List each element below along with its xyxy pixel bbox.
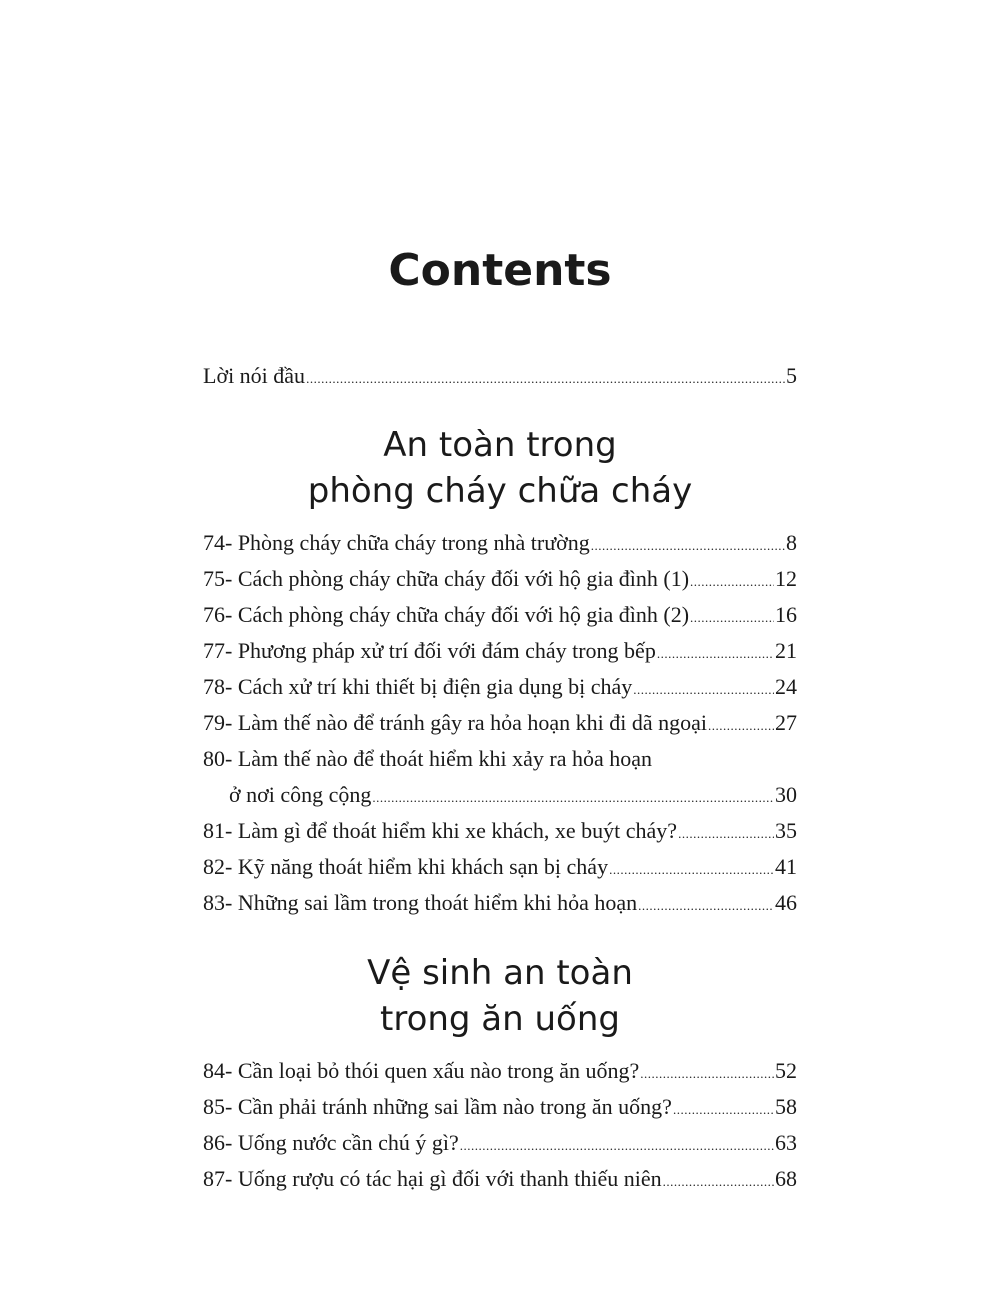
entry-label: 77- Phương pháp xử trí đối với đám cháy trong bếp (203, 638, 656, 663)
entry-page: 8 (786, 530, 797, 555)
dot-leader (708, 710, 774, 739)
entry-label: 78- Cách xử trí khi thiết bị điện gia dụng bị cháy (203, 674, 633, 699)
toc-entry[interactable] (203, 1166, 797, 1195)
dot-leader (633, 674, 774, 703)
entry-page: 52 (775, 1058, 797, 1083)
entry-label: 83- Những sai lầm trong thoát hiểm khi hỏa hoạn (203, 890, 638, 915)
entry-page: 58 (775, 1094, 797, 1119)
heading-line: trong ăn uống (380, 999, 620, 1039)
entry-label: 76- Cách phòng cháy chữa cháy đối với hộ gia đình (2) (203, 602, 690, 627)
dot-leader (690, 566, 774, 595)
toc-entry-continuation[interactable] (229, 782, 797, 811)
toc-entry[interactable] (203, 818, 797, 847)
entry-label: Lời nói đầu (203, 363, 306, 388)
entry-label: 82- Kỹ năng thoát hiểm khi khách sạn bị cháy (203, 854, 609, 879)
dot-leader (673, 1094, 774, 1123)
toc-entry[interactable] (203, 638, 797, 667)
page-title: Contents (388, 245, 612, 296)
toc-entry[interactable] (203, 674, 797, 703)
dot-leader (678, 818, 774, 847)
entry-label: 75- Cách phòng cháy chữa cháy đối với hộ gia đình (1) (203, 566, 690, 591)
entry-label: 79- Làm thế nào để tránh gây ra hỏa hoạn khi đi dã ngoại (203, 710, 708, 735)
dot-leader (306, 363, 785, 392)
dot-leader (372, 782, 774, 811)
toc-entry[interactable] (203, 602, 797, 631)
dot-leader (591, 530, 785, 559)
entry-page: 46 (775, 890, 797, 915)
entry-page: 5 (786, 363, 797, 388)
entry-label: 74- Phòng cháy chữa cháy trong nhà trường (203, 530, 590, 555)
entry-page: 68 (775, 1166, 797, 1191)
toc-entry[interactable] (203, 1130, 797, 1159)
dot-leader (663, 1166, 774, 1195)
entry-label: 84- Cần loại bỏ thói quen xấu nào trong ăn uống? (203, 1058, 640, 1083)
heading-line: An toàn trong (383, 425, 617, 465)
entry-page: 27 (775, 710, 797, 735)
entry-label: 86- Uống nước cần chú ý gì? (203, 1130, 459, 1155)
entry-label: 80- Làm thế nào để thoát hiểm khi xảy ra hỏa hoạn (203, 746, 653, 771)
dot-leader (638, 890, 774, 919)
section-heading-fire-safety (0, 422, 1000, 514)
toc-entry[interactable] (203, 710, 797, 739)
toc-entry-preface[interactable] (203, 363, 797, 392)
entry-page: 30 (775, 782, 797, 807)
toc-entry[interactable] (203, 1094, 797, 1123)
dot-leader (460, 1130, 774, 1159)
toc-entry[interactable] (203, 854, 797, 883)
heading-line: Vệ sinh an toàn (367, 953, 633, 993)
entry-label: 85- Cần phải tránh những sai lầm nào trong ăn uống? (203, 1094, 672, 1119)
entry-label: 87- Uống rượu có tác hại gì đối với thanh thiếu niên (203, 1166, 662, 1191)
toc-entry[interactable] (203, 746, 797, 772)
entry-page: 41 (775, 854, 797, 879)
entry-page: 12 (775, 566, 797, 591)
toc-entry[interactable] (203, 530, 797, 559)
toc-entry[interactable] (203, 566, 797, 595)
entry-page: 35 (775, 818, 797, 843)
dot-leader (657, 638, 774, 667)
dot-leader (690, 602, 774, 631)
dot-leader (609, 854, 774, 883)
entry-page: 21 (775, 638, 797, 663)
toc-entry[interactable] (203, 1058, 797, 1087)
heading-line: phòng cháy chữa cháy (307, 471, 693, 511)
entry-label: ở nơi công cộng (229, 782, 372, 807)
entry-label: 81- Làm gì để thoát hiểm khi xe khách, xe buýt cháy? (203, 818, 678, 843)
entry-page: 63 (775, 1130, 797, 1155)
entry-page: 16 (775, 602, 797, 627)
section-heading-food-safety (0, 950, 1000, 1042)
entry-page: 24 (775, 674, 797, 699)
dot-leader (640, 1058, 774, 1087)
toc-entry[interactable] (203, 890, 797, 919)
